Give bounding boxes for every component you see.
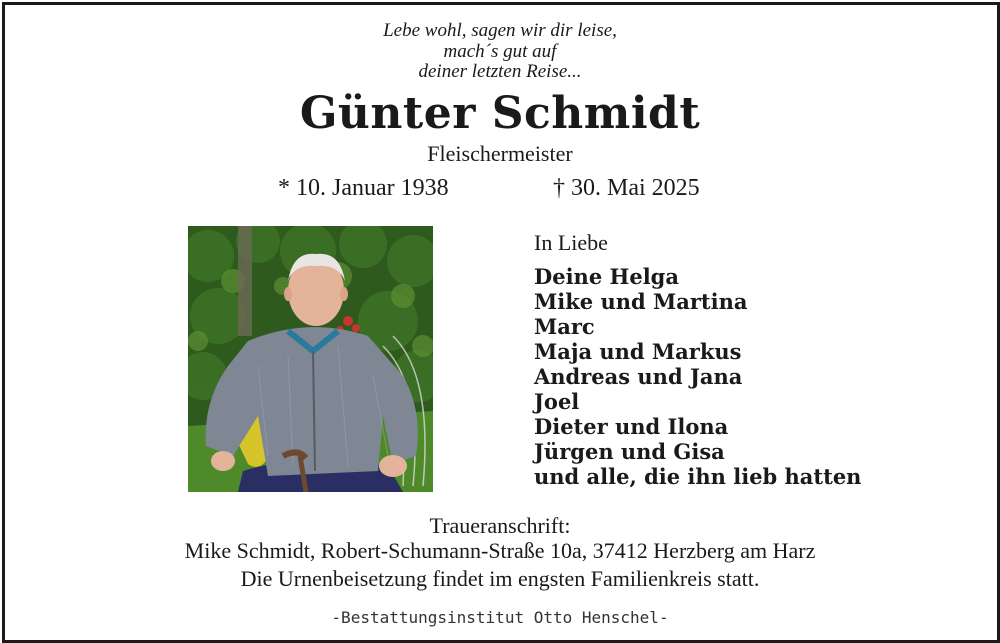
poem-line-3: deiner letzten Reise... <box>418 61 582 82</box>
mourner-name: Andreas und Jana <box>534 364 743 389</box>
mourner-name: Mike und Martina <box>534 289 748 314</box>
poem-line-2: mach´s gut auf <box>443 40 557 62</box>
deceased-profession: Fleischermeister <box>427 141 573 166</box>
mourner-name: Maja und Markus <box>534 339 742 364</box>
mourner-name: Joel <box>534 389 580 414</box>
address-text: Mike Schmidt, Robert-Schumann-Straße 10a, 37412 Herzberg am Harz <box>184 538 816 563</box>
funeral-home: -Bestattungsinstitut Otto Henschel- <box>331 608 669 627</box>
burial-notice: Die Urnenbeisetzung findet im engsten Familienkreis statt. <box>240 566 760 591</box>
mourner-name: und alle, die ihn lieb hatten <box>534 464 862 489</box>
mourners-list <box>534 264 861 489</box>
birth-date: * 10. Januar 1938 <box>278 175 449 201</box>
mourner-name: Dieter und Ilona <box>534 414 729 439</box>
portrait-photo-icon <box>188 226 433 492</box>
mourner-name: Jürgen und Gisa <box>534 439 725 464</box>
deceased-name: Günter Schmidt <box>299 88 701 139</box>
death-date: † 30. Mai 2025 <box>553 175 700 201</box>
poem <box>0 21 1000 83</box>
mourners-intro: In Liebe <box>534 230 608 255</box>
address-label: Traueranschrift: <box>429 513 571 538</box>
mourner-name: Deine Helga <box>534 264 679 289</box>
poem-line-1: Lebe wohl, sagen wir dir leise, <box>383 20 617 41</box>
mourner-name: Marc <box>534 314 595 339</box>
